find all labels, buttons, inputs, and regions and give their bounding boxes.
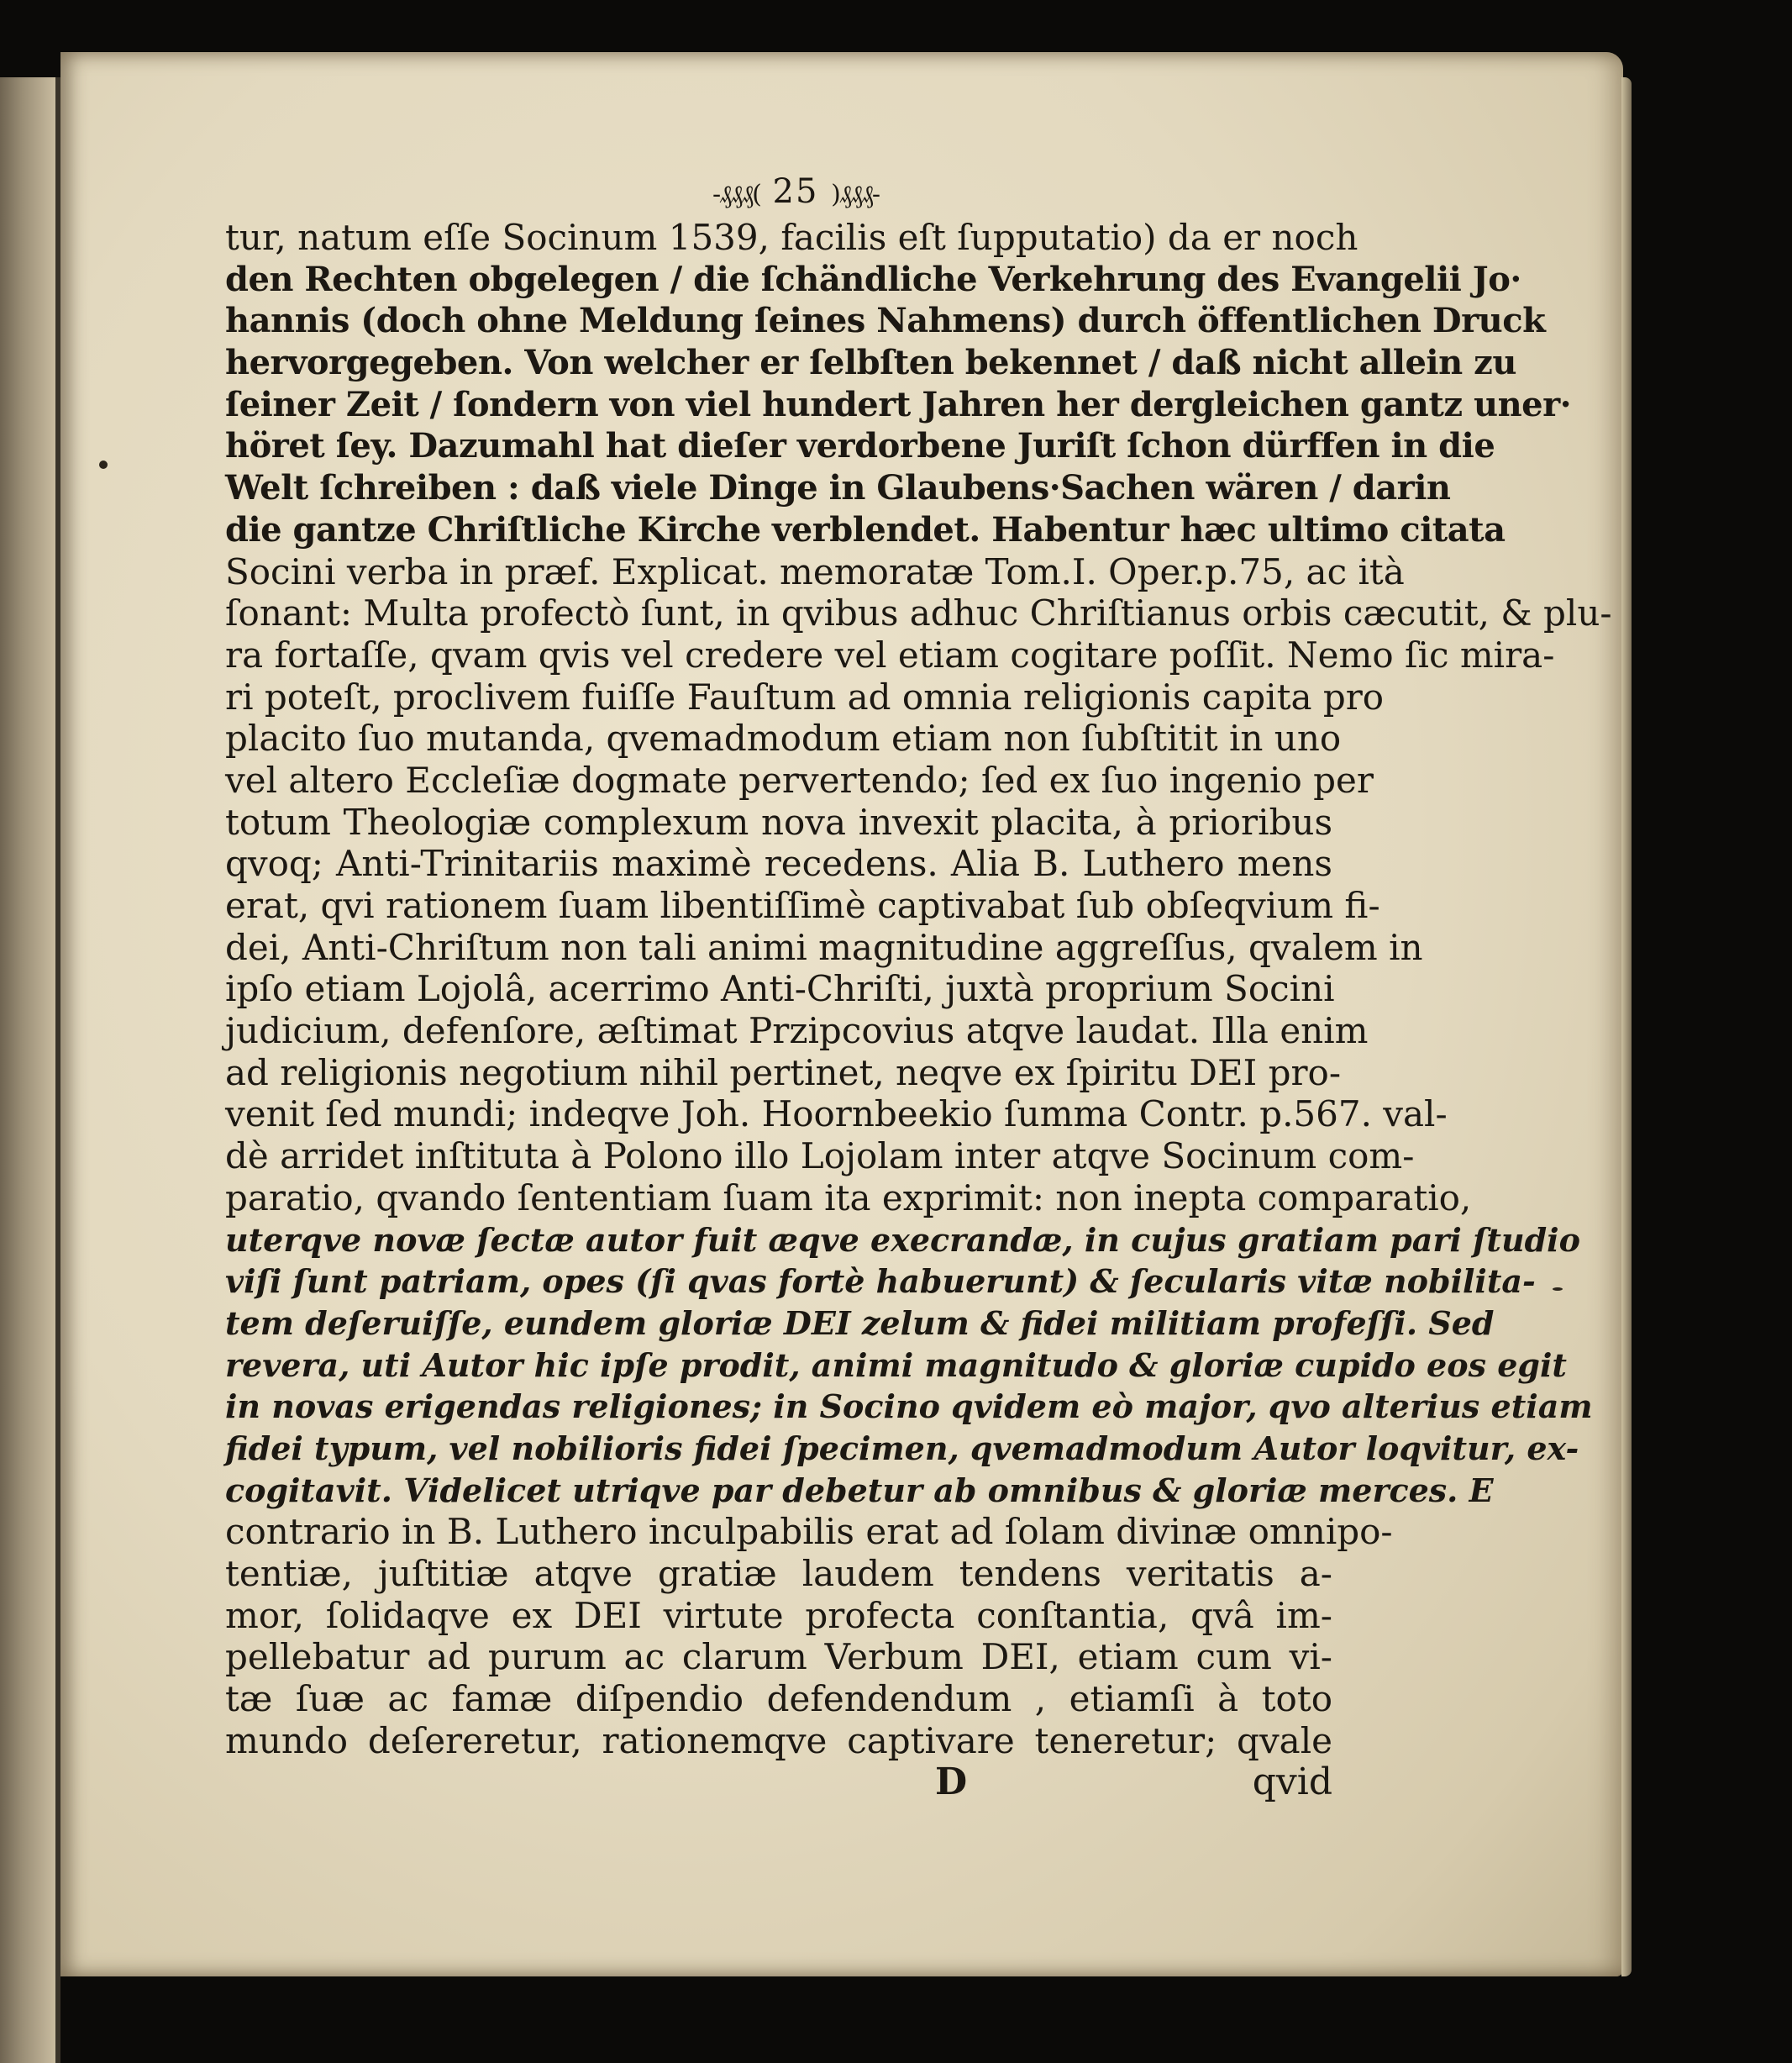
- text-line: ſeiner Zeit / ſondern von viel hundert Jahren her dergleichen gantz uner·: [225, 384, 1572, 424]
- header-ornament-right: )₰₰₰-: [831, 180, 880, 209]
- body-text: [225, 217, 1612, 1761]
- text-line: contrario in B. Luthero inculpabilis erat ad ſolam divinæ omnipo-: [225, 1511, 1393, 1553]
- text-line: dei, Anti-Chriſtum non tali animi magnitudine aggreſſus, qvalem in: [225, 926, 1423, 968]
- text-line: paratio, qvando ſententiam ſuam ita exprimit: non inepta comparatio,: [225, 1176, 1472, 1218]
- text-line: in novas erigendas religiones; in Socino qvidem eò major, qvo alterius etiam: [225, 1387, 1593, 1426]
- text-line: tem deſeruiſſe, eundem gloriæ DEI zelum & fidei militiam profeſſi. Sed: [225, 1303, 1495, 1342]
- header-ornament-left: -₰₰₰(: [712, 180, 760, 209]
- text-line: judicium, defenſore, æſtimat Przipcovius atqve laudat. Illa enim: [225, 1010, 1369, 1052]
- page-header: [225, 173, 1332, 213]
- text-line: ri poteſt, proclivem fuiſſe Fauſtum ad omnia religionis capita pro: [225, 676, 1385, 718]
- text-line: vel altero Eccleſiæ dogmate pervertendo; ſed ex ſuo ingenio per: [225, 759, 1374, 801]
- page-fore-edge: [1621, 77, 1632, 1976]
- text-line: die gantze Chriſtliche Kirche verblendet. Habentur hæc ultimo citata: [225, 509, 1506, 550]
- text-line: hervorgegeben. Von welcher er ſelbſten bekennet / daß nicht allein zu: [225, 343, 1516, 383]
- text-line: fidei typum, vel nobilioris fidei ſpecimen, qvemadmodum Autor loqvitur, ex-: [225, 1429, 1579, 1467]
- text-line: dè arridet inſtituta à Polono illo Lojolam inter atqve Socinum com-: [225, 1135, 1415, 1177]
- text-line: revera, uti Autor hic ipſe prodit, animi magnitudo & gloriæ cupido eos egit: [225, 1345, 1567, 1384]
- catchword: qvid: [1252, 1760, 1332, 1804]
- text-line: placito ſuo mutanda, qvemadmodum etiam non ſubſtitit in uno: [225, 718, 1342, 760]
- page-footer: [225, 1761, 1332, 1803]
- text-line: viſi ſunt patriam, opes (ſi qvas fortè habuerunt) & ſecularis vitæ nobilita-: [225, 1262, 1536, 1301]
- text-line: ſonant: Multa profectò ſunt, in qvibus adhuc Chriſtianus orbis cæcutit, & plu-: [225, 592, 1612, 634]
- text-line: ipſo etiam Lojolâ, acerrimo Anti-Chriſti, juxtà proprium Socini: [225, 968, 1335, 1010]
- signature-mark: D: [935, 1760, 968, 1804]
- text-line: mundo deſereretur, rationemqve captivare teneretur; qvale: [225, 1719, 1332, 1761]
- text-line: totum Theologiæ complexum nova invexit placita, à prioribus: [225, 801, 1332, 843]
- text-line: mor, ſolidaqve ex DEI virtute profecta conſtantia, qvâ im-: [225, 1594, 1332, 1636]
- text-line: den Rechten obgelegen / die ſchändliche Verkehrung des Evangelii Jo·: [225, 259, 1521, 299]
- text-line: Welt ſchreiben : daß viele Dinge in Glaubens·Sachen wären / darin: [225, 468, 1451, 508]
- text-line: hannis (doch ohne Meldung ſeines Nahmens) durch öffentlichen Druck: [225, 301, 1546, 341]
- text-line: venit ſed mundi; indeqve Joh. Hoornbeekio ſumma Contr. p.567. val-: [225, 1093, 1448, 1135]
- text-line: uterqve novæ ſectæ autor fuit æqve execrandæ, in cujus gratiam pari ſtudio: [225, 1220, 1580, 1259]
- ink-speck: [99, 460, 108, 469]
- page-text-block: [225, 172, 1612, 1804]
- text-line: pellebatur ad purum ac clarum Verbum DEI, etiam cum vi-: [225, 1636, 1332, 1678]
- adjacent-page-edge: [0, 77, 60, 2063]
- text-line: tur, natum eſſe Socinum 1539, facilis eſt ſupputatio) da er noch: [225, 217, 1358, 258]
- ink-speck: [1553, 1287, 1563, 1291]
- text-line: höret ſey. Dazumahl hat dieſer verdorbene Juriſt ſchon dürffen in die: [225, 426, 1495, 466]
- text-line: qvoq; Anti-Trinitariis maximè recedens. Alia B. Luthero mens: [225, 843, 1332, 885]
- text-line: ra fortaſſe, qvam qvis vel credere vel etiam cogitare poſſit. Nemo ſic mira-: [225, 634, 1555, 676]
- text-line: tæ ſuæ ac famæ diſpendio defendendum , etiamſi à toto: [225, 1678, 1332, 1720]
- text-line: erat, qvi rationem ſuam libentiſſimè captivabat ſub obſeqvium fi-: [225, 885, 1380, 926]
- text-line: ad religionis negotium nihil pertinet, neqve ex ſpiritu DEI pro-: [225, 1051, 1342, 1093]
- text-line: tentiæ, juſtitiæ atqve gratiæ laudem tendens veritatis a-: [225, 1553, 1332, 1594]
- page-number: 25: [772, 172, 819, 211]
- text-line: Socini verba in præf. Explicat. memoratæ Tom.I. Oper.p.75, ac ità: [225, 550, 1405, 592]
- text-line: cogitavit. Videlicet utriqve par debetur ab omnibus & gloriæ merces. E: [225, 1471, 1494, 1509]
